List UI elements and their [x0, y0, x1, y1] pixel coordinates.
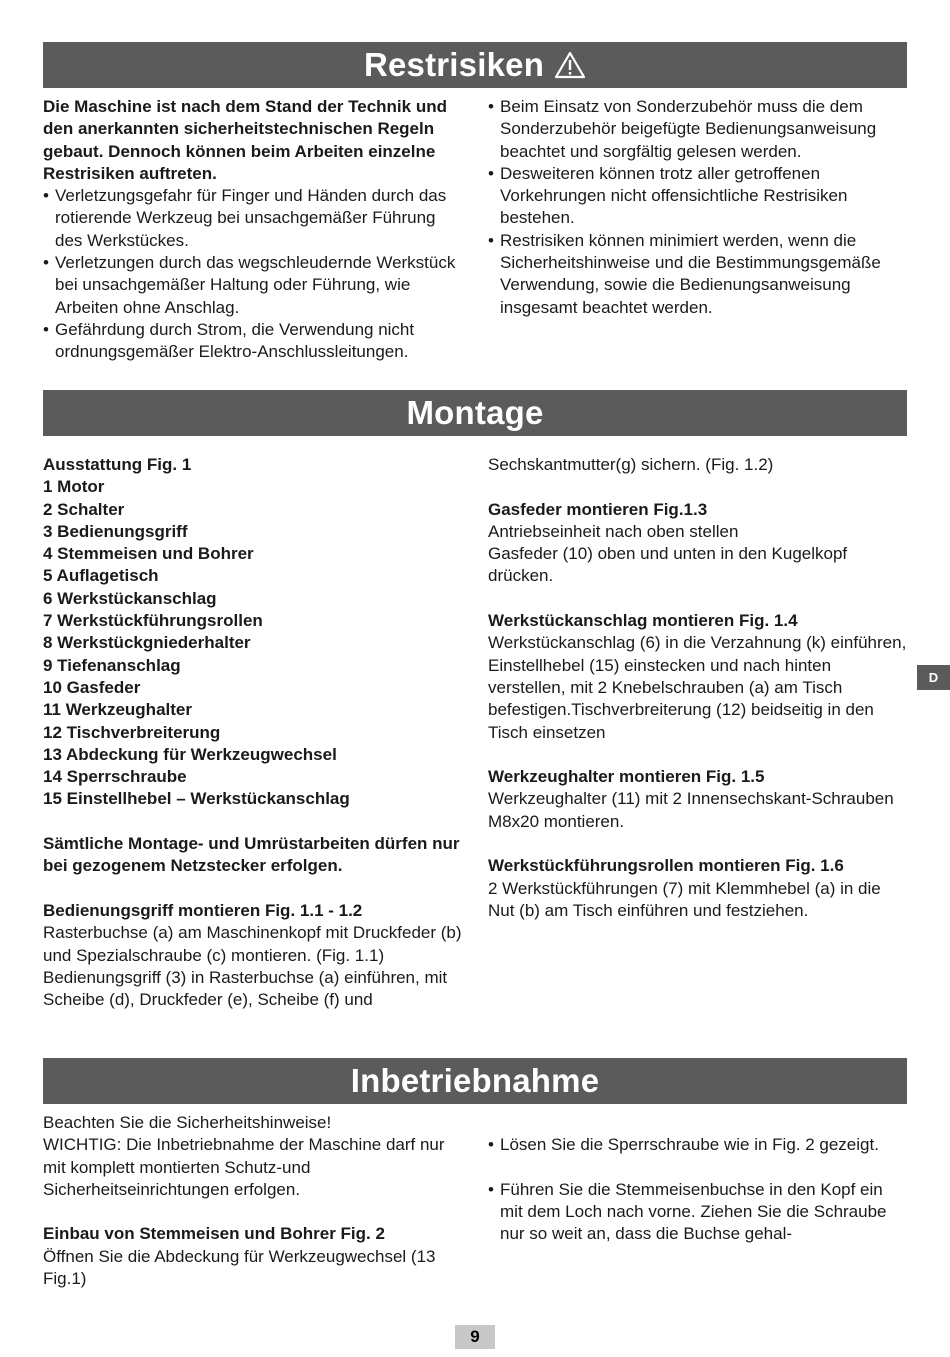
equipment-item: 11 Werkzeughalter [43, 700, 192, 720]
list-item: • Beim Einsatz von Sonderzubehör muss die dem Sonderzubehör beigefügte Bedienungsanweisung beachtet und sorgfältig gelesen werden. [488, 96, 908, 163]
safety-note: Sämtliche Montage- und Umrüstarbeiten dürfen nur bei gezogenem Netzstecker erfolgen. [43, 834, 460, 876]
equipment-heading: Ausstattung Fig. 1 [43, 455, 192, 474]
equipment-item: 14 Sperrschraube [43, 767, 187, 787]
restrisiken-right-column [488, 96, 908, 319]
list-item: • Lösen Sie die Sperrschraube wie in Fig. 2 gezeigt. [488, 1134, 908, 1156]
bullet-text: Verletzungsgefahr für Finger und Händen durch das rotierende Werkzeug bei unsachgemäßer Führung des Werkstückes. [55, 186, 447, 250]
list-item: • Gefährdung durch Strom, die Verwendung nicht ordnungsgemäßer Elektro-Anschlussleitungen. [43, 319, 465, 364]
page-number: 9 [455, 1325, 495, 1349]
section-title: Montage [406, 394, 544, 431]
language-tab: D [917, 665, 950, 690]
inbetriebnahme-text: WICHTIG: Die Inbetriebnahme der Maschine darf nur mit komplett montierten Schutz-und Sicherheitseinrichtungen erfolgen. [43, 1135, 445, 1199]
list-item: • Führen Sie die Stemmeisenbuchse in den Kopf ein mit dem Loch nach vorne. Ziehen Sie die Schraube nur so weit an, dass die Buchse gehal- [488, 1179, 908, 1246]
equipment-item: 15 Einstellhebel – Werkstückanschlag [43, 789, 350, 809]
equipment-item: 7 Werkstückführungsrollen [43, 611, 263, 631]
inbetriebnahme-left-column [43, 1112, 465, 1290]
gasfeder-text: Gasfeder (10) oben und unten in den Kugelkopf drücken. [488, 544, 848, 586]
bullet-text: Verletzungen durch das wegschleudernde Werkstück bei unsachgemäßer Haltung oder Führung, wie Arbeiten ohne Anschlag. [55, 253, 456, 317]
equipment-item: 5 Auflagetisch [43, 566, 159, 586]
restrisiken-intro: Die Maschine ist nach dem Stand der Technik und den anerkannten sicherheitstechnischen Regeln gebaut. Dennoch können beim Arbeiten einzelne Restrisiken auftreten. [43, 97, 447, 183]
griff-heading: Bedienungsgriff montieren Fig. 1.1 - 1.2 [43, 900, 363, 920]
list-item: • Verletzungsgefahr für Finger und Händen durch das rotierende Werkzeug bei unsachgemäßer Führung des Werkstückes. [43, 185, 465, 252]
inbetriebnahme-text: Beachten Sie die Sicherheitshinweise! [43, 1113, 332, 1132]
griff-text: Rasterbuchse (a) am Maschinenkopf mit Druckfeder (b) [43, 923, 462, 943]
equipment-item: 3 Bedienungsgriff [43, 521, 188, 541]
bullet-text: Desweiteren können trotz aller getroffenen Vorkehrungen nicht offensichtliche Restrisiken bestehen. [500, 163, 848, 228]
inbetriebnahme-right-column [488, 1134, 908, 1245]
bullet-text: Lösen Sie die Sperrschraube wie in Fig. 2 gezeigt. [500, 1135, 879, 1154]
halter-text: Werkzeughalter (11) mit 2 Innensechskant-Schrauben M8x20 montieren. [488, 789, 894, 831]
list-item: • Desweiteren können trotz aller getroffenen Vorkehrungen nicht offensichtliche Restrisiken bestehen. [488, 163, 908, 230]
list-item: • Verletzungen durch das wegschleudernde Werkstück bei unsachgemäßer Haltung oder Führung, wie Arbeiten ohne Anschlag. [43, 252, 465, 319]
equipment-item: 2 Schalter [43, 499, 125, 519]
anschlag-text: Einstellhebel (15) einstecken und nach hinten verstellen, mit 2 Knebelschrauben (a) am Tisch befestigen.Tischverbreiterung (12) beidseitig in den Tisch einsetzen [488, 655, 874, 742]
einbau-text: Öffnen Sie die Abdeckung für Werkzeugwechsel (13 Fig.1) [43, 1246, 436, 1289]
bullet-text: Restrisiken können minimiert werden, wenn die Sicherheitshinweise und die Bestimmungsgemäße Verwendung, sowie die Bedienungsanweisung insgesamt beachtet werden. [500, 230, 881, 317]
gasfeder-heading: Gasfeder montieren Fig.1.3 [488, 499, 708, 519]
equipment-item: 13 Abdeckung für Werkzeugwechsel [43, 744, 337, 764]
griff-text: Bedienungsgriff (3) in Rasterbuchse (a) einführen, mit Scheibe (d), Druckfeder (e), Scheibe (f) und [43, 967, 448, 1010]
equipment-item: 9 Tiefenanschlag [43, 655, 181, 675]
list-item: • Restrisiken können minimiert werden, wenn die Sicherheitshinweise und die Bestimmungsgemäße Verwendung, sowie die Bedienungsanweisung insgesamt beachtet werden. [488, 230, 908, 319]
rollen-text: 2 Werkstückführungen (7) mit Klemmhebel (a) in die Nut (b) am Tisch einführen und festziehen. [488, 878, 881, 920]
equipment-item: 8 Werkstückgniederhalter [43, 633, 251, 653]
equipment-item: 4 Stemmeisen und Bohrer [43, 544, 254, 564]
warning-triangle-icon [554, 51, 586, 79]
equipment-item: 12 Tischverbreiterung [43, 722, 221, 742]
section-banner-montage [43, 390, 907, 436]
rollen-heading: Werkstückführungsrollen montieren Fig. 1.6 [488, 856, 844, 876]
bullet-text: Gefährdung durch Strom, die Verwendung nicht ordnungsgemäßer Elektro-Anschlussleitungen. [55, 319, 415, 362]
section-title: Inbetriebnahme [350, 1062, 600, 1099]
griff-continued: Sechskantmutter(g) sichern. (Fig. 1.2) [488, 455, 774, 474]
anschlag-text: Werkstückanschlag (6) in die Verzahnung (k) einführen, [488, 633, 907, 653]
halter-heading: Werkzeughalter montieren Fig. 1.5 [488, 767, 765, 787]
equipment-item: 10 Gasfeder [43, 677, 141, 697]
gasfeder-text: Antriebseinheit nach oben stellen [488, 521, 739, 541]
anschlag-heading: Werkstückanschlag montieren Fig. 1.4 [488, 611, 798, 631]
einbau-heading: Einbau von Stemmeisen und Bohrer Fig. 2 [43, 1224, 385, 1244]
montage-right-column [488, 454, 908, 922]
griff-text: und Spezialschraube (c) montieren. (Fig. 1.1) [43, 945, 385, 965]
section-banner-restrisiken [43, 42, 907, 88]
bullet-text: Beim Einsatz von Sonderzubehör muss die dem Sonderzubehör beigefügte Bedienungsanweisung beachtet und sorgfältig gelesen werden. [500, 97, 877, 161]
restrisiken-left-column [43, 96, 465, 364]
section-banner-inbetriebnahme [43, 1058, 907, 1104]
section-title: Restrisiken [363, 46, 545, 83]
equipment-item: 6 Werkstückanschlag [43, 588, 217, 608]
equipment-item: 1 Motor [43, 477, 105, 497]
montage-left-column [43, 454, 468, 1011]
bullet-text: Führen Sie die Stemmeisenbuchse in den Kopf ein mit dem Loch nach vorne. Ziehen Sie die Schraube nur so weit an, dass die Buchse gehal- [500, 1179, 887, 1244]
